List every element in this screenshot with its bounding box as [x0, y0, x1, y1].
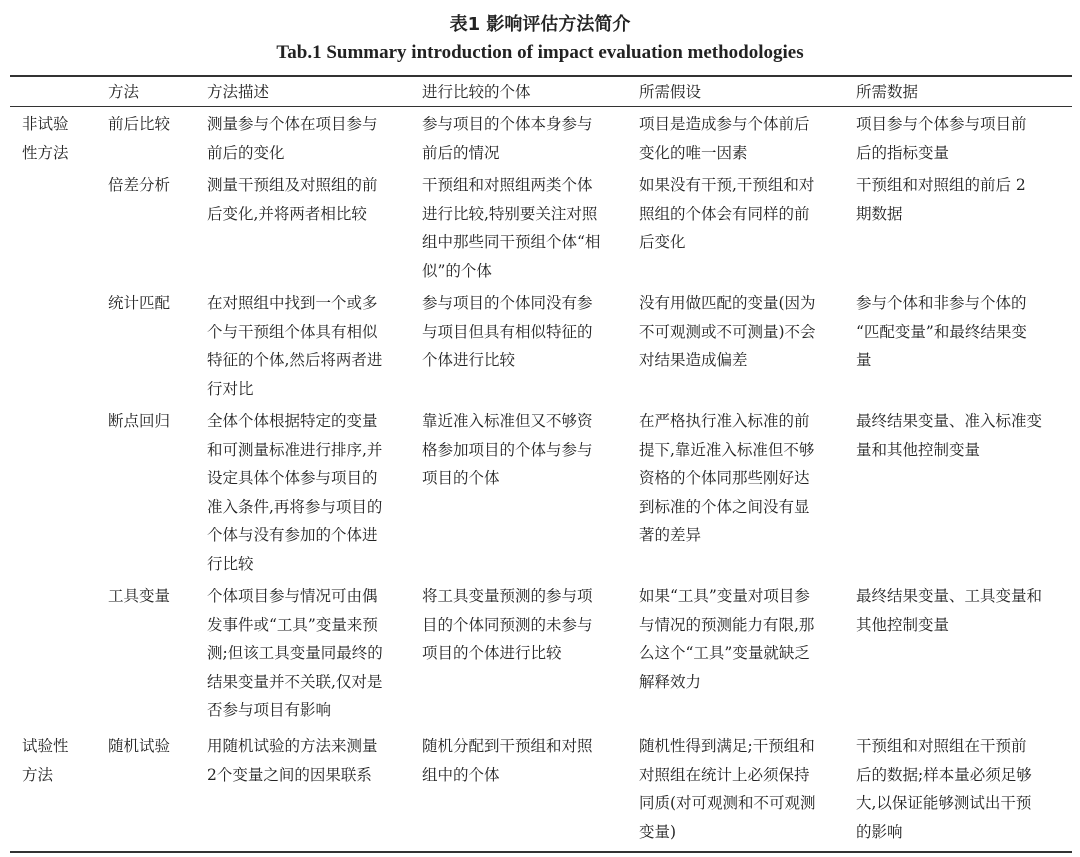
cell-line: 对结果造成偏差 — [639, 351, 748, 369]
cell-line: 组中那些同干预组个体“相 — [422, 233, 601, 251]
cell-line: 干预组和对照组的前后 2 — [856, 176, 1026, 194]
cell-line: 倍差分析 — [108, 176, 171, 194]
header-rule — [10, 106, 1072, 107]
cell-line: 最终结果变量、工具变量和 — [856, 587, 1043, 605]
cell-line: 不可观测或不可测量)不会 — [639, 322, 816, 341]
cell-assumption — [639, 171, 814, 257]
bottom-rule — [10, 851, 1072, 853]
cell-line: 项目的个体进行比较 — [422, 644, 562, 662]
cell-line: 在对照组中找到一个或多 — [207, 294, 378, 312]
cell-line: 项目参与个体参与项目前 — [856, 115, 1027, 133]
cell-line: 个体与没有参加的个体进 — [207, 526, 378, 544]
cell-line: 期数据 — [856, 204, 903, 223]
cell-line: 的影响 — [856, 822, 903, 841]
table-title-en: Tab.1 Summary introduction of impact evaluation methodologies — [276, 42, 804, 63]
cell-line: 性方法 — [22, 143, 69, 162]
cell-line: 照组的个体会有同样的前 — [639, 204, 810, 223]
cell-line: 对照组在统计上必须保持 — [639, 765, 810, 784]
cell-compared — [422, 171, 600, 285]
cell-line: 项目是造成参与个体前后 — [639, 115, 810, 133]
cell-line: 前后比较 — [108, 115, 171, 133]
cell-assumption — [639, 582, 814, 696]
cell-assumption — [639, 407, 814, 550]
cell-data — [856, 407, 1042, 464]
cell-line: 断点回归 — [108, 412, 171, 430]
cell-line: 用随机试验的方法来测量 — [207, 737, 378, 755]
cell-line: 试验性 — [22, 737, 69, 755]
cell-line: 目的个体同预测的未参与 — [422, 615, 593, 634]
cell-line: 个与干预组个体具有相似 — [207, 322, 378, 341]
cell-line: 工具变量 — [108, 587, 171, 605]
cell-line: 似”的个体 — [422, 261, 492, 280]
cell-line: 变化的唯一因素 — [639, 143, 748, 162]
cell-method — [108, 289, 170, 318]
cell-line: 靠近准入标准但又不够资 — [422, 412, 593, 430]
cell-data — [856, 171, 1026, 228]
cell-line: 非试验 — [22, 115, 69, 133]
cell-line: 最终结果变量、准入标准变 — [856, 412, 1043, 430]
cell-data — [856, 110, 1027, 167]
cell-line: 随机试验 — [108, 737, 171, 755]
cell-compared — [422, 582, 593, 668]
cell-compared — [422, 110, 593, 167]
cell-line: 组中的个体 — [422, 765, 500, 784]
cell-line: 测;但该工具变量同最终的 — [207, 644, 383, 662]
cell-line: 同质(对可观测和不可观测 — [639, 794, 816, 812]
cell-line: 行对比 — [207, 379, 254, 398]
cell-line: 后变化 — [639, 233, 686, 251]
cell-description — [207, 582, 383, 725]
cell-description — [207, 732, 378, 789]
cell-group — [22, 732, 69, 789]
cell-line: 前后的情况 — [422, 143, 500, 162]
cell-assumption — [639, 732, 816, 846]
table-title-zh: 表1 影响评估方法简介 — [449, 14, 631, 35]
cell-assumption — [639, 110, 810, 167]
cell-data — [856, 582, 1042, 639]
cell-group — [22, 110, 69, 167]
cell-line: 项目的个体 — [422, 469, 500, 487]
cell-description — [207, 289, 382, 403]
cell-compared — [422, 732, 593, 789]
cell-line: 大,以保证能够测试出干预 — [856, 794, 1032, 812]
cell-compared — [422, 289, 593, 375]
cell-line: 干预组和对照组在干预前 — [856, 737, 1027, 755]
cell-line: 结果变量并不关联,仅对是 — [207, 672, 383, 691]
cell-line: 随机分配到干预组和对照 — [422, 737, 593, 755]
cell-method — [108, 171, 170, 200]
cell-line: 如果没有干预,干预组和对 — [639, 176, 815, 194]
header-assumption: 所需假设 — [639, 83, 702, 101]
cell-line: 行比较 — [207, 554, 254, 573]
cell-line: 资格的个体同那些刚好达 — [639, 469, 810, 487]
cell-assumption — [639, 289, 816, 375]
cell-line: 统计匹配 — [108, 294, 171, 312]
header-description: 方法描述 — [207, 83, 270, 101]
top-rule — [10, 75, 1072, 77]
header-method: 方法 — [108, 83, 140, 101]
header-compared: 进行比较的个体 — [422, 83, 531, 101]
cell-line: 变量) — [639, 822, 677, 841]
cell-method — [108, 110, 170, 139]
cell-line: 其他控制变量 — [856, 615, 950, 634]
cell-line: 方法 — [22, 765, 54, 784]
cell-line: 发事件或“工具”变量来预 — [207, 615, 378, 634]
cell-line: 2个变量之间的因果联系 — [207, 765, 372, 784]
cell-line: 和可测量标准进行排序,并 — [207, 440, 383, 459]
cell-data — [856, 289, 1027, 375]
cell-line: 量 — [856, 351, 872, 369]
cell-line: 进行比较,特别要关注对照 — [422, 204, 598, 223]
cell-line: 参与项目的个体本身参与 — [422, 115, 593, 133]
header-data: 所需数据 — [856, 83, 919, 101]
cell-line: 个体进行比较 — [422, 351, 516, 369]
cell-line: 著的差异 — [639, 526, 702, 544]
cell-line: 在严格执行准入标准的前 — [639, 412, 810, 430]
cell-line: 格参加项目的个体与参与 — [422, 440, 593, 459]
cell-line: 特征的个体,然后将两者进 — [207, 351, 383, 369]
cell-line: 提下,靠近准入标准但不够 — [639, 440, 815, 459]
cell-line: 后的指标变量 — [856, 143, 950, 162]
cell-line: 参与项目的个体同没有参 — [422, 294, 593, 312]
cell-line: 将工具变量预测的参与项 — [422, 587, 593, 605]
cell-method — [108, 582, 170, 611]
cell-line: 后的数据;样本量必须足够 — [856, 765, 1032, 784]
cell-line: 前后的变化 — [207, 143, 285, 162]
cell-line: 没有用做匹配的变量(因为 — [639, 294, 816, 312]
cell-method — [108, 732, 170, 761]
cell-line: 设定具体个体参与项目的 — [207, 469, 378, 487]
cell-line: 么这个“工具”变量就缺乏 — [639, 644, 810, 662]
cell-line: 与项目但具有相似特征的 — [422, 322, 593, 341]
cell-method — [108, 407, 170, 436]
cell-line: 测量参与个体在项目参与 — [207, 115, 378, 133]
cell-line: 后变化,并将两者相比较 — [207, 204, 367, 223]
cell-line: 与情况的预测能力有限,那 — [639, 615, 815, 634]
cell-line: 到标准的个体之间没有显 — [639, 497, 810, 516]
cell-line: 如果“工具”变量对项目参 — [639, 587, 810, 605]
cell-line: 参与个体和非参与个体的 — [856, 294, 1027, 312]
cell-line: 量和其他控制变量 — [856, 440, 981, 459]
cell-description — [207, 171, 378, 228]
cell-line: 个体项目参与情况可由偶 — [207, 587, 378, 605]
cell-description — [207, 110, 378, 167]
cell-line: 解释效力 — [639, 672, 702, 691]
cell-line: 全体个体根据特定的变量 — [207, 412, 378, 430]
cell-compared — [422, 407, 593, 493]
cell-data — [856, 732, 1032, 846]
cell-line: 随机性得到满足;干预组和 — [639, 737, 815, 755]
cell-line: 否参与项目有影响 — [207, 701, 332, 719]
cell-line: 测量干预组及对照组的前 — [207, 176, 378, 194]
cell-line: 准入条件,再将参与项目的 — [207, 497, 383, 516]
cell-line: 干预组和对照组两类个体 — [422, 176, 593, 194]
cell-description — [207, 407, 382, 578]
cell-line: “匹配变量”和最终结果变 — [856, 322, 1027, 341]
